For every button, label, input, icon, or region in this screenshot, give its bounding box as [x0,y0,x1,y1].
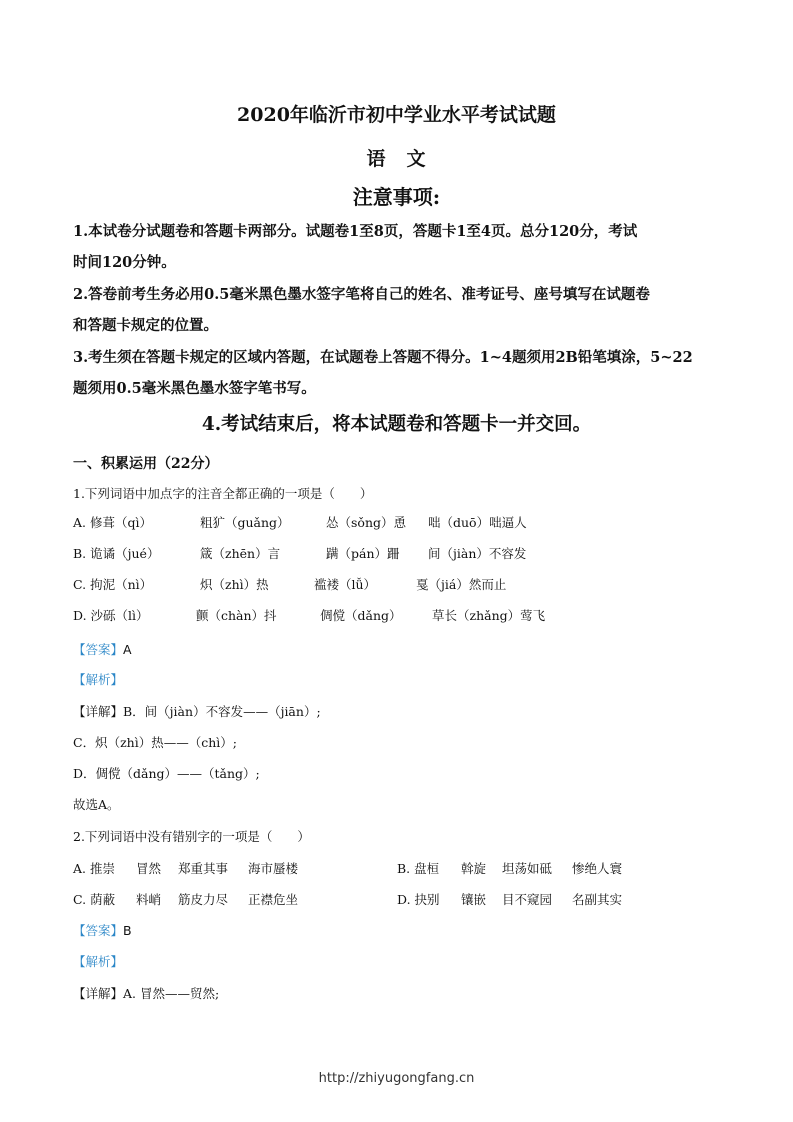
answer-value: B [123,923,132,938]
q1-option-c-2: 炽（zhì）热 [200,577,269,592]
q1-option-a-3: 怂（sǒng）恿 [326,515,406,530]
q2-option-b-4: 惨绝人寰 [572,861,623,876]
answer-tag: 【答案】 [73,642,124,657]
detail-line: 故选A。 [73,797,120,812]
q1-option-d-1: D. 沙砾（lì） [73,608,149,623]
q1-option-b-2: 箴（zhēn）言 [200,546,281,561]
q2-option-c-4: 正襟危坐 [248,892,299,907]
detail-line: 【详解】B．间（jiàn）不容发——（jiān）; [73,704,321,719]
question-2-stem: 2.下列词语中没有错别字的一项是（ ） [73,829,310,844]
detail-line: C．炽（zhì）热——（chì）; [73,735,237,750]
q2-option-d-2: 镶嵌 [461,892,487,907]
q1-option-c-3: 褴褛（lǚ） [314,577,377,592]
q2-option-d-1: D. 抉别 [397,892,440,907]
q2-option-b-2: 斡旋 [461,861,487,876]
q2-option-b-1: B. 盘桓 [397,861,440,876]
q1-option-b-4: 间（jiàn）不容发 [428,546,527,561]
q1-option-a-2: 粗犷（guǎng） [200,515,290,530]
q2-option-a-3: 郑重其事 [178,861,229,876]
q2-option-a-4: 海市蜃楼 [248,861,299,876]
q1-option-b-3: 蹒（pán）跚 [326,546,400,561]
q1-option-d-4: 草长（zhǎng）莺飞 [432,608,546,623]
analysis-row [73,952,123,970]
notice-line: 时间120分钟。 [73,254,176,271]
notice-line: 和答题卡规定的位置。 [73,317,218,334]
notice-line: 题须用0.5毫米黑色墨水签字笔书写。 [73,380,316,397]
page-title: 2020年临沂市初中学业水平考试试题 [237,104,556,126]
analysis-tag: 【解析】 [73,672,124,687]
q1-option-a-1: A. 修葺（qì） [73,515,152,530]
notice-line: 3.考生须在答题卡规定的区域内答题，在试题卷上答题不得分。1~4题须用2B铅笔填涂，5~22 [73,349,693,366]
q2-option-c-1: C. 荫蔽 [73,892,116,907]
notice-line: 1.本试卷分试题卷和答题卡两部分。试题卷1至8页，答题卡1至4页。总分120分，考试 [73,223,638,240]
analysis-tag: 【解析】 [73,954,124,969]
q1-option-d-3: 倜傥（dǎng） [320,608,402,623]
q1-option-d-2: 颤（chàn）抖 [196,608,277,623]
notice-heading: 注意事项: [352,185,441,209]
q2-option-d-4: 名副其实 [572,892,623,907]
analysis-row [73,670,123,688]
subject-title: 语 文 [366,148,427,170]
section-heading: 一、积累运用（22分） [73,456,219,472]
notice-line: 2.答卷前考生务必用0.5毫米黑色墨水签字笔将自己的姓名、准考证号、座号填写在试题卷 [73,286,650,303]
detail-line: D．倜傥（dǎng）——（tǎng）; [73,766,260,781]
footer-url[interactable]: http://zhiyugongfang.cn [318,1071,475,1086]
q2-option-a-1: A. 推崇 [73,861,115,876]
q2-option-a-2: 冒然 [136,861,162,876]
question-1-stem: 1.下列词语中加点字的注音全都正确的一项是（ ） [73,486,373,501]
notice-4: 4.考试结束后，将本试题卷和答题卡一并交回。 [201,414,592,435]
answer-row [73,921,132,939]
answer-value: A [123,642,132,657]
q1-option-a-4: 咄（duō）咄逼人 [428,515,527,530]
q1-option-b-1: B. 诡谲（jué） [73,546,160,561]
q2-option-c-3: 筋皮力尽 [178,892,229,907]
answer-tag: 【答案】 [73,923,124,938]
q1-option-c-1: C. 拘泥（nì） [73,577,153,592]
q1-option-c-4: 戛（jiá）然而止 [416,577,507,592]
answer-row [73,640,132,658]
q2-option-c-2: 料峭 [136,892,162,907]
detail-line: 【详解】A. 冒然——贸然; [73,986,220,1001]
q2-option-d-3: 目不窥园 [502,892,553,907]
q2-option-b-3: 坦荡如砥 [502,861,553,876]
